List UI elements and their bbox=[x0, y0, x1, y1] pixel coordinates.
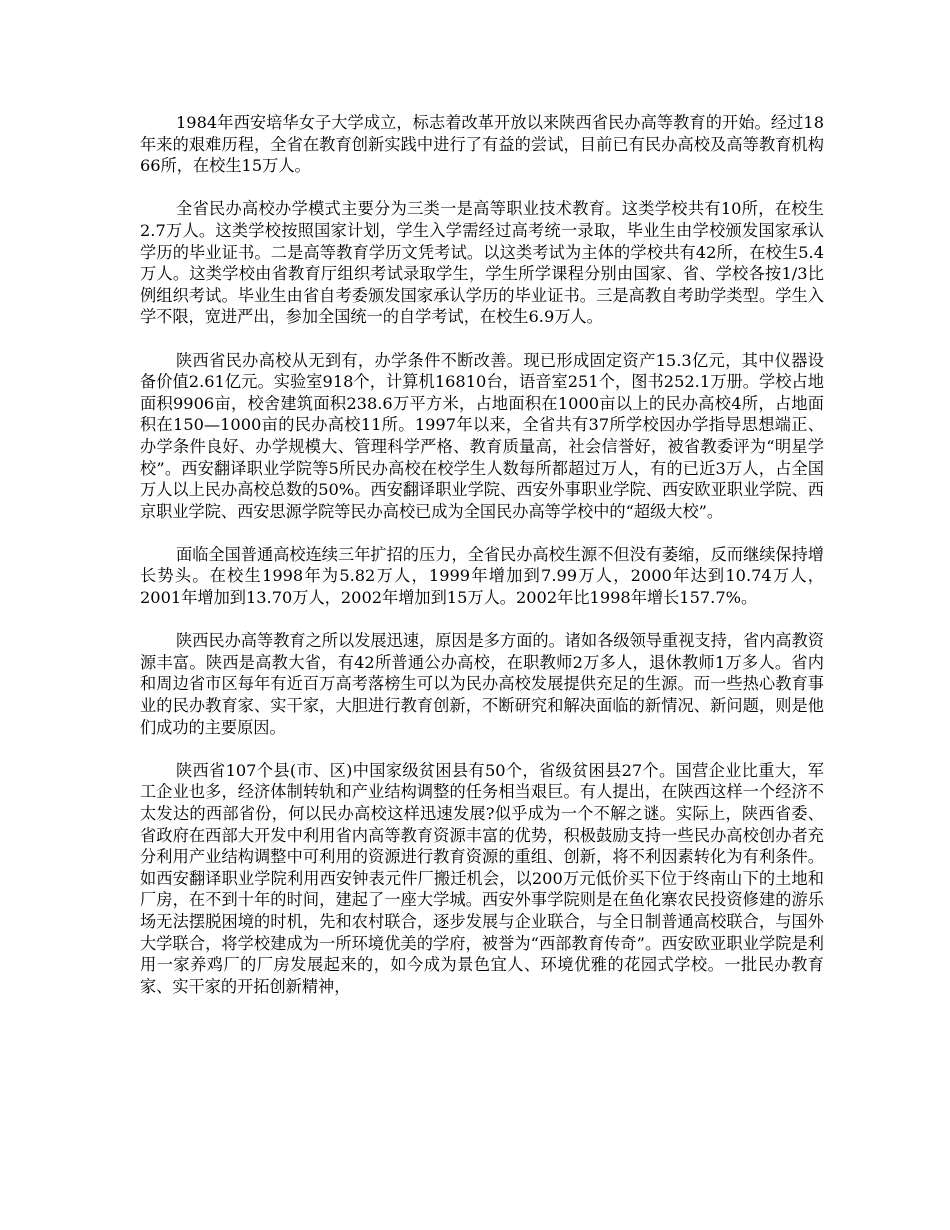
document-body bbox=[140, 112, 824, 997]
paragraph-founding: 1984年西安培华女子大学成立，标志着改革开放以来陕西省民办高等教育的开始。经过18年来的艰难历程，全省在教育创新实践中进行了有益的尝试，目前已有民办高校及高等教育机构66所，在校生15万人。 bbox=[140, 113, 824, 176]
paragraph-poverty-context: 陕西省107个县(市、区)中国家级贫困县有50个，省级贫困县27个。国营企业比重大，军工企业也多，经济体制转轨和产业结构调整的任务相当艰巨。有人提出，在陕西这样一个经济不太发达的西部省份，何以民办高校这样迅速发展?似乎成为一个不解之谜。实际上，陕西省委、省政府在西部大开发中利用省内高等教育资源丰富的优势，积极鼓励支持一些民办高校创办者充分利用产业结构调整中可利用的资源进行教育资源的重组、创新，将不利因素转化为有利条件。如西安翻译职业学院利用西安钟表元件厂搬迁机会，以200万元低价买下位于终南山下的土地和厂房，在不到十年的时间，建起了一座大学城。西安外事学院则是在鱼化寨农民投资修建的游乐场无法摆脱困境的时机，先和农村联合，逐步发展与企业联合，与全日制普通高校联合，与国外大学联合，将学校建成为一所环境优美的学府，被誉为“西部教育传奇”。西安欧亚职业学院是利用一家养鸡厂的厂房发展起来的，如今成为景色宜人、环境优雅的花园式学校。一批民办教育家、实干家的开拓创新精神， bbox=[140, 760, 824, 996]
paragraph-enrollment-growth: 面临全国普通高校连续三年扩招的压力，全省民办高校生源不但没有萎缩，反而继续保持增长势头。在校生1998年为5.82万人，1999年增加到7.99万人，2000年达到10.74万人，2001年增加到13.70万人，2002年增加到15万人。2002年比1998年增长157.7%。 bbox=[140, 544, 824, 608]
paragraph-conditions: 陕西省民办高校从无到有，办学条件不断改善。现已形成固定资产15.3亿元，其中仪器设备价值2.61亿元。实验室918个，计算机16810台，语音室251个，图书252.1万册。学校占地面积9906亩，校舍建筑面积238.6万平方米，占地面积在1000亩以上的民办高校4所，占地面积在150—1000亩的民办高校11所。1997年以来，全省共有37所学校因办学指导思想端正、办学条件良好、办学规模大、管理科学严格、教育质量高，社会信誉好，被省教委评为“明星学校”。西安翻译职业学院等5所民办高校在校学生人数每所都超过万人，有的已近3万人，占全国万人以上民办高校总数的50%。西安翻译职业学院、西安外事职业学院、西安欧亚职业学院、西京职业学院、西安思源学院等民办高校已成为全国民办高等学校中的“超级大校”。 bbox=[140, 350, 824, 521]
paragraph-school-models: 全省民办高校办学模式主要分为三类一是高等职业技术教育。这类学校共有10所，在校生2.7万人。这类学校按照国家计划，学生入学需经过高考统一录取，毕业生由学校颁发国家承认学历的毕业证书。二是高等教育学历文凭考试。以这类考试为主体的学校共有42所，在校生5.4万人。这类学校由省教育厅组织考试录取学生，学生所学课程分别由国家、省、学校各按1/3比例组织考试。毕业生由省自考委颁发国家承认学历的毕业证书。三是高教自考助学类型。学生入学不限，宽进严出，参加全国统一的自学考试，在校生6.9万人。 bbox=[140, 199, 824, 327]
paragraph-reasons: 陕西民办高等教育之所以发展迅速，原因是多方面的。诸如各级领导重视支持，省内高教资源丰富。陕西是高教大省，有42所普通公办高校，在职教师2万多人，退休教师1万多人。省内和周边省市区每年有近百万高考落榜生可以为民办高校发展提供充足的生源。而一些热心教育事业的民办教育家、实干家，大胆进行教育创新，不断研究和解决面临的新情况、新问题，则是他们成功的主要原因。 bbox=[140, 631, 824, 737]
